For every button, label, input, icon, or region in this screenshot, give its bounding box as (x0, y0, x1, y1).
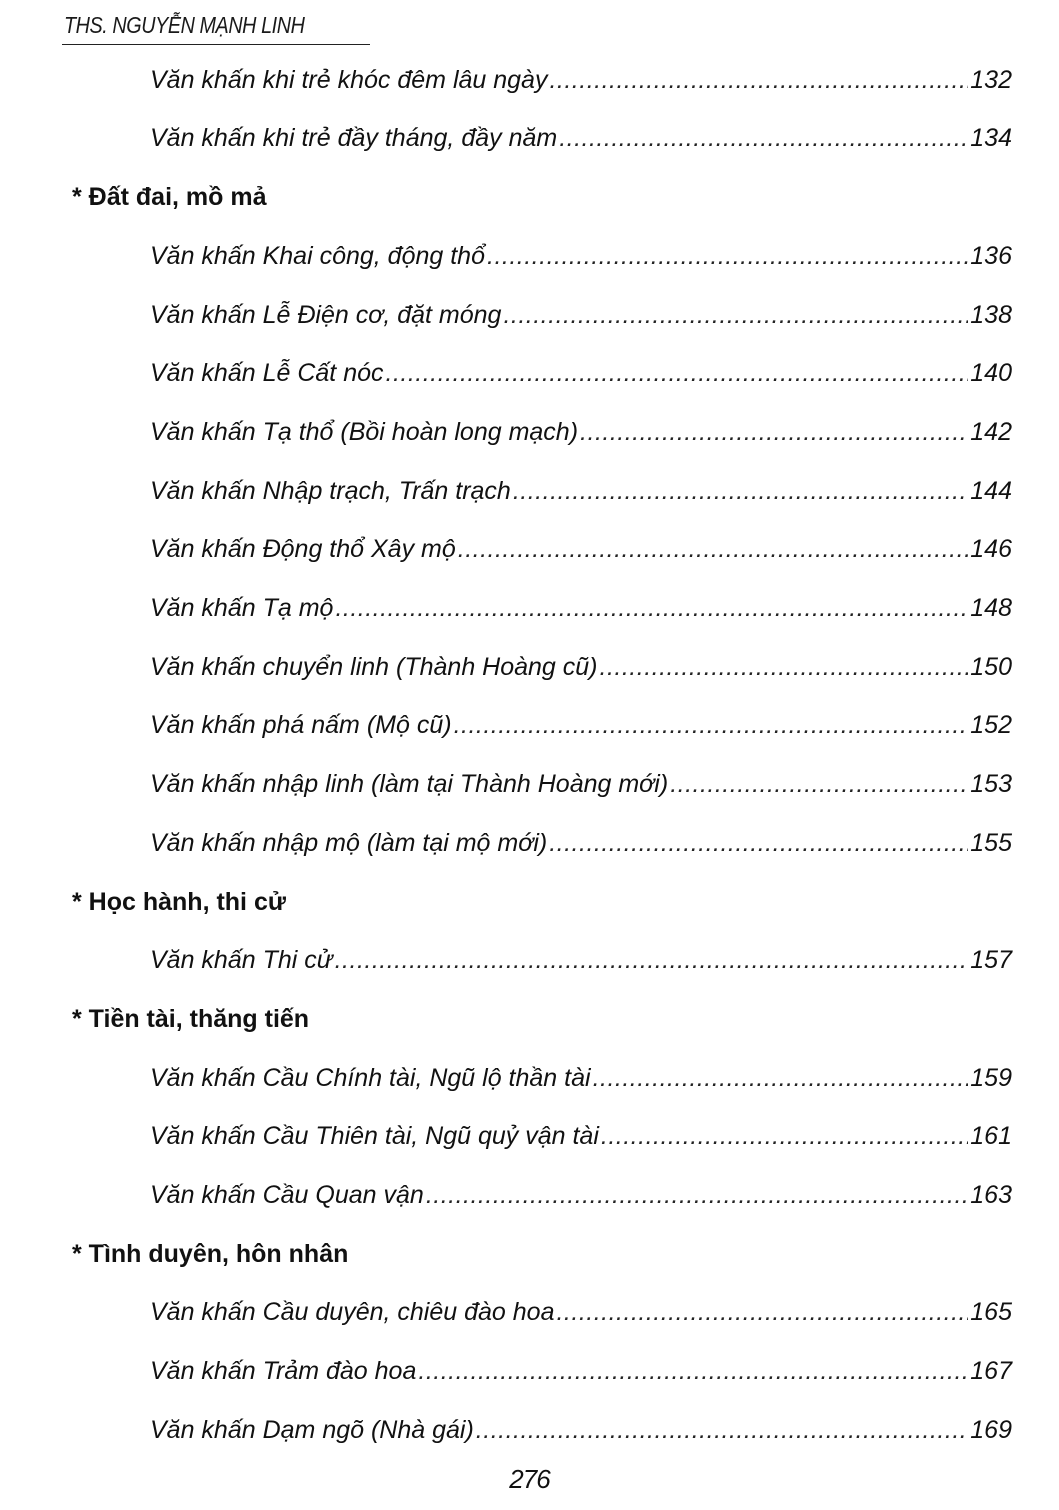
dot-leader (549, 66, 968, 95)
running-header (62, 10, 370, 45)
toc-section-heading: * Tình duyên, hôn nhân (72, 1240, 349, 1268)
toc-entry (150, 1122, 1012, 1156)
toc-entry-title: Văn khấn Lễ Điện cơ, đặt móng (150, 301, 502, 329)
toc-entry-page: 142 (970, 418, 1012, 446)
toc-entry-page: 132 (970, 66, 1012, 94)
dot-leader (556, 1298, 968, 1327)
toc-entry-page: 163 (970, 1181, 1012, 1209)
toc-entry-page: 148 (970, 594, 1012, 622)
toc-entry-page: 150 (970, 653, 1012, 681)
toc-entry (150, 653, 1012, 687)
toc-entry-page: 157 (970, 946, 1012, 974)
toc-entry-title: Văn khấn Tạ mộ (150, 594, 334, 622)
toc-entry (150, 946, 1012, 980)
toc-entry (150, 359, 1012, 393)
toc-entry (150, 1416, 1012, 1450)
dot-leader (670, 770, 968, 799)
dot-leader (458, 535, 969, 564)
toc-entry-page: 138 (970, 301, 1012, 329)
toc-entry (150, 1357, 1012, 1391)
dot-leader (476, 1416, 968, 1445)
dot-leader (487, 242, 968, 271)
toc-entry-title: Văn khấn Động thổ Xây mộ (150, 535, 456, 563)
toc-entry-title: Văn khấn Nhập trạch, Trấn trạch (150, 477, 511, 505)
toc-entry-page: 146 (970, 535, 1012, 563)
toc-section-heading: * Đất đai, mồ mả (72, 183, 267, 211)
toc-entry-page: 144 (970, 477, 1012, 505)
dot-leader (600, 653, 969, 682)
toc-entry (150, 594, 1012, 628)
toc-entry-title: Văn khấn Khai công, động thổ (150, 242, 485, 270)
toc-section-heading: * Tiền tài, thăng tiến (72, 1005, 310, 1033)
toc-entry-page: 153 (970, 770, 1012, 798)
toc-entry-title: Văn khấn Dạm ngõ (Nhà gái) (150, 1416, 474, 1444)
dot-leader (335, 946, 969, 975)
dot-leader (426, 1181, 968, 1210)
toc-entry-title: Văn khấn nhập mộ (làm tại mộ mới) (150, 829, 548, 857)
dot-leader (559, 124, 968, 153)
dot-leader (503, 301, 968, 330)
toc-entry (150, 829, 1012, 863)
toc-entry-title: Văn khấn phá nấm (Mộ cũ) (150, 711, 452, 739)
author-name: THS. NGUYỄN MẠNH LINH (64, 12, 305, 38)
toc-entry (150, 535, 1012, 569)
toc-entry-title: Văn khấn Trảm đào hoa (150, 1357, 417, 1385)
toc-entry-title: Văn khấn Cầu duyên, chiêu đào hoa (150, 1298, 555, 1326)
dot-leader (513, 477, 968, 506)
page-number: 276 (509, 1464, 550, 1494)
dot-leader (386, 359, 969, 388)
toc-entry-title: Văn khấn Tạ thổ (Bồi hoàn long mạch) (150, 418, 579, 446)
toc-entry (150, 242, 1012, 276)
toc-entry-page: 159 (970, 1064, 1012, 1092)
toc-entry (150, 66, 1012, 100)
toc-entry-title: Văn khấn nhập linh (làm tại Thành Hoàng mới) (150, 770, 669, 798)
toc-entry (150, 477, 1012, 511)
toc-entry-page: 152 (970, 711, 1012, 739)
toc-entry (150, 1064, 1012, 1098)
toc-entry (150, 418, 1012, 452)
toc-entry-title: Văn khấn khi trẻ khóc đêm lâu ngày (150, 66, 548, 94)
toc-entry-page: 167 (970, 1357, 1012, 1385)
dot-leader (593, 1064, 969, 1093)
toc-entry-page: 140 (970, 359, 1012, 387)
toc-entry-page: 165 (970, 1298, 1012, 1326)
dot-leader (601, 1122, 968, 1151)
toc-entry (150, 1298, 1012, 1332)
toc-section-heading: * Học hành, thi cử (72, 888, 286, 916)
toc-entry-title: Văn khấn Lễ Cất nóc (150, 359, 384, 387)
toc-entry-title: Văn khấn Thi cử (150, 946, 333, 974)
toc-entry-title: Văn khấn Cầu Quan vận (150, 1181, 424, 1209)
toc-entry-page: 136 (970, 242, 1012, 270)
toc-entry (150, 301, 1012, 335)
toc-entry-title: Văn khấn chuyển linh (Thành Hoàng cũ) (150, 653, 598, 681)
toc-entry (150, 711, 1012, 745)
dot-leader (454, 711, 969, 740)
toc-entry-page: 169 (970, 1416, 1012, 1444)
toc-entry-title: Văn khấn Cầu Thiên tài, Ngũ quỷ vận tài (150, 1122, 599, 1150)
toc-entry-title: Văn khấn Cầu Chính tài, Ngũ lộ thần tài (150, 1064, 591, 1092)
toc-entry (150, 1181, 1012, 1215)
dot-leader (335, 594, 968, 623)
toc-entry-title: Văn khấn khi trẻ đầy tháng, đầy năm (150, 124, 558, 152)
dot-leader (549, 829, 968, 858)
toc-entry-page: 161 (970, 1122, 1012, 1150)
dot-leader (418, 1357, 968, 1386)
toc-entry-page: 155 (970, 829, 1012, 857)
toc-entry (150, 124, 1012, 158)
dot-leader (580, 418, 968, 447)
toc-entry-page: 134 (970, 124, 1012, 152)
toc-entry (150, 770, 1012, 804)
